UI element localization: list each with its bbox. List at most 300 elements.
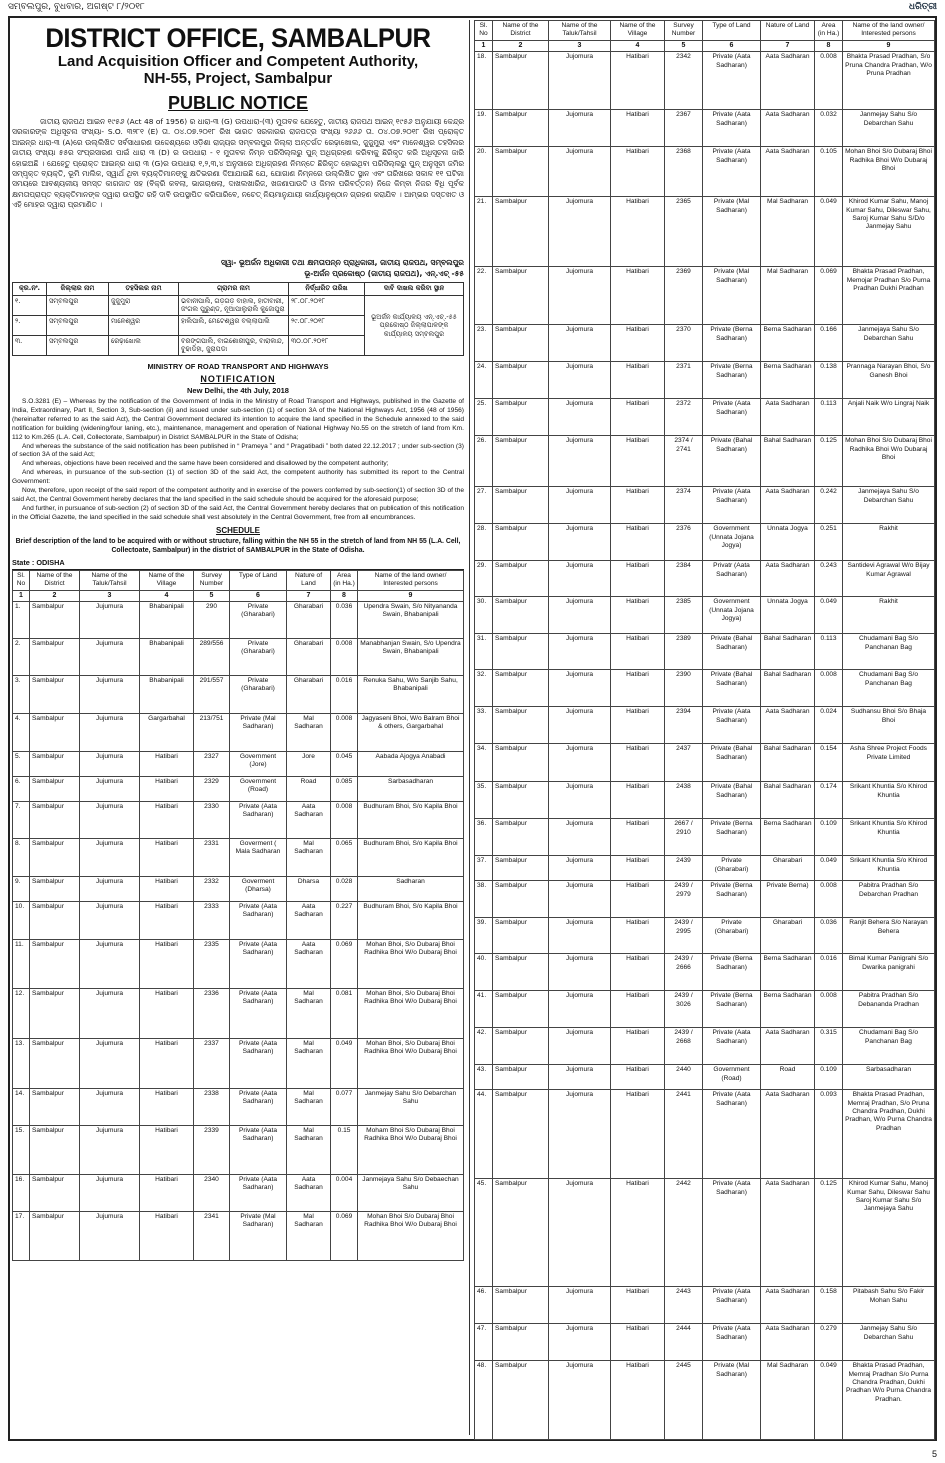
table-cell: Private (Berna Sadharan) [703,362,761,399]
table-cell: 289/556 [194,638,230,675]
notification-paragraph: And whereas the substance of the said notification has been published in “ Prameya ” and “ Pragatibadi ” both dated 22.12.2017 ; under sub-section (3) of section 3A of the said Act; [12,442,464,459]
table-cell: Anjali Naik W/o Lingraj Naik [843,399,935,436]
table-cell: Berna Sadharan [761,991,815,1028]
table-cell: Jujomura [549,991,611,1028]
column-number-cell: 2 [493,40,549,51]
table-cell: Bhabanipali [140,601,194,638]
table-header-cell: Name of the Taluk/Tahsil [549,21,611,41]
table-cell: Jujomura [549,436,611,487]
table-cell: 0.109 [815,819,843,856]
table-cell: Hatibari [140,1038,194,1088]
table-row [475,918,935,954]
odia-notice-text: ଜାତୀୟ ରାଜପଥ ଆଇନ ୧୯୫୬ (Act 48 of 1956) ର ଧାରା-୩ (G) ଉପଧାରା-(୩) ମୁତାବକ ଯେହେତୁ, ଜାତୀୟ ରାଜପଥ ଆଇନ୍ ୧୯୫୬ ଅନୁଯାୟୀ କେନ୍ଦ୍ର ସରକାରଙ୍କ ଅଧିସୂଚନା ସଂଖ୍ୟା- S.O. ୩୨୮୧ (E) ତା. ୦୪.୦୭.୨୦୧୮ ରିଖ ଭାରତ ସରକାରର ରାଜପତ୍ର ସଂଖ୍ୟା ୨୬୬୬ ତା. ୦୪.୦୭.୨୦୧୮ ରିଖ ପ୍ରୋକ୍ତ ଆଇନ୍‌ର ଧାରା-୩ (A)ରେ ଉଲ୍ଲିଖିତ ସର୍ବସାଧାରଣ ଉଦ୍ଦେଶ୍ୟରେ ଓଡ଼ିଶା ରାଜ୍ୟର ସମ୍ବଲପୁର ଜିଲ୍ଲା ଅନ୍ତର୍ଗତ ରେଢ଼ାଖୋଲ, ଜୁଜୁମୁରା ଏବଂ ମାନେଶ୍ୱର ତହସିଲର ଜାତୀୟ ସଂଖ୍ୟା ୫୫ର ସଂପ୍ରସାରଣ ପାଇଁ ଧାରା ୩ (D) ର ଉପଧାରା - ୧ ମୁତାବକ ନିମ୍ନ ପରିସିଲ୍ଲରୁ ପୁନ୍ ଅଧିଗ୍ରହଣ କରିବାକୁ ଛିରିକୃତ କରି ଅଧିସୂଚନା ଜାରି ହୋଇଅଛି । ଯେହେତୁ ପ୍ରୋକ୍ତ ଆଇନ୍‌ର ଧାରା ୩ (G)ର ଉପଧାରା ୧,୨,୩,୪ ଅନୁସାରେ ଅଧିଗ୍ରହଣ ନିମନ୍ତେ ଛିରିକୃତ ହୋଇଥିବା ପରିସିଲ୍ଲରୁ ପୁନ୍ ଅନୁସୂଚୀ ଜମିର ସମ୍ପୃକ୍ତ ବ୍ୟକ୍ତି, ଭୂମି ମାଲିକ, ସ୍ୱାର୍ଥ ଥିବା ବ୍ୟକ୍ତିମାନଙ୍କୁ କ୍ଷତିଭରଣା ଦିଆଯାଇଛି ଯେ, ଯୋଗାଣ ନିମ୍ନରେ ଉଲ୍ଲିଖିତ ସ୍ଥାନ ଏବଂ ତାରିଖରେ ସକାଳ ୧୧ ଘଟିକା ସମୟରେ ଆବଶ୍ୟକୀୟ ସମସ୍ତ କାଗଜାତ ସହ (ବିକ୍ରି କବଲା, ଭାଗଚାଷଲା, ଦାଖଲଖାରିଜ, ଖଜଣାପାଉତି ଓ ଜିମନ ପରିବର୍ତ୍ତନ) ନିଜେ କିମ୍ବା ନିଜର ବିଧି ପୂର୍ବକ କ୍ଷମତାପ୍ରାପ୍ତ ବ୍ୟକ୍ତିମାନଙ୍କ ଦ୍ୱାରା ଉପସ୍ଥିତ ରହି ଦାବି ଉପସ୍ଥାପିତ କରିପାରିବେ, ନଚେତ୍ ନିୟମାନୁଯାୟୀ କାର୍ଯ୍ୟାନୁଷ୍ଠାନ ଗ୍ରହଣ କରାଯିବ । ଆମ୍ଭର ଦସ୍ତଖତ ଓ ଏହି ମୋହର ଦ୍ୱାରା ପ୍ରମାଣିତ । [12,117,464,210]
table-cell: Sambalpur [30,801,80,838]
table-cell: Private (Gharabari) [703,918,761,954]
table-cell: 3. [13,675,30,713]
table-cell: Pabitra Pradhan S/o Debarchan Pradhan [843,881,935,918]
table-cell: Gharabari [287,601,331,638]
table-cell: Private (Bahal Sadharan) [703,634,761,670]
table-cell: 2385 [665,597,703,634]
table-cell: Prannaga Narayan Bhoi, S/o Ganesh Bhoi [843,362,935,399]
table-cell: Mal Sadharan [287,1038,331,1088]
table-cell: Private (Aata Sadharan) [230,1088,287,1125]
table-cell: Mal Sadharan [287,713,331,751]
table-cell: 4. [13,713,30,751]
signature-line-1: ସ୍ୱା- ଭୂଅର୍ଜନ ଅଧିକାରୀ ତଥା କ୍ଷମତାପନ୍ନ ପ୍ରାଧିକାରୀ, ଜାତୀୟ ରାଜପଥ, ସମ୍ବଲପୁର [220,258,464,267]
table-cell: Srikant Khuntia S/o Khirod Khuntia [843,782,935,819]
table-cell: ୧. [13,296,47,316]
table-cell: Sambalpur [493,1287,549,1324]
table-cell: 0.032 [815,110,843,147]
table-cell: 2394 [665,707,703,744]
table-cell: Jujomura [549,1065,611,1090]
table-cell: Sambalpur [493,399,549,436]
table-header-cell: Name of the Village [140,570,194,590]
table-cell: Hatibari [611,1028,665,1065]
table-cell: 34. [475,744,493,782]
table-cell: 0.227 [331,901,358,939]
table-cell: 2374 [665,487,703,524]
table-cell: 0.125 [815,1179,843,1287]
table-cell: Hatibari [140,1125,194,1174]
table-cell: Sambalpur [493,362,549,399]
table-cell: 2339 [194,1125,230,1174]
table-cell: Hatibari [140,801,194,838]
table-cell: Jujomura [549,1361,611,1440]
table-cell: 0.174 [815,782,843,819]
table-header-row [13,570,464,590]
table-cell: 0.028 [331,876,358,901]
table-cell: Private (Berna Sadharan) [703,325,761,362]
table-cell: Sambalpur [30,751,80,776]
table-cell: Sambalpur [30,1211,80,1260]
table-cell: 0.049 [331,1038,358,1088]
table-cell: Sambalpur [493,1324,549,1361]
table-cell: Upendra Swain, S/o Nityananda Swain, Bhabanipali [358,601,464,638]
table-cell: Jujomura [549,362,611,399]
table-row [475,819,935,856]
table-row [475,1361,935,1440]
table-cell: Private (Gharabari) [703,856,761,881]
table-cell: Government (Road) [230,776,287,801]
table-cell: Hatibari [611,670,665,707]
table-cell: Bhakta Prasad Pradhan, Memraj Pradhan S/o Purna Chandra Pradhan, Dukhi Pradhan W/o Purna Chandra Pradhan. [843,1361,935,1440]
table-cell: 27. [475,487,493,524]
table-cell: Sambalpur [493,954,549,991]
table-header-cell: Nature of Land [761,21,815,41]
table-cell: Asha Shree Project Foods Private Limited [843,744,935,782]
table-header-cell: Name of the land owner/ Interested persons [358,570,464,590]
table-cell: Hatibari [140,1211,194,1260]
table-cell: Aata Sadharan [287,801,331,838]
table-cell: 17. [13,1211,30,1260]
table-cell: 0.045 [331,751,358,776]
table-cell: 2333 [194,901,230,939]
table-cell: 0.008 [815,670,843,707]
table-cell: Mal Sadharan [287,988,331,1038]
table-cell: Jujumura [80,776,140,801]
table-cell: 0.008 [815,52,843,110]
table-cell: Bhabanipali [140,638,194,675]
table-cell: 2337 [194,1038,230,1088]
table-cell: Hatibari [611,707,665,744]
table-cell: Jujomura [549,1090,611,1179]
table-cell: 0.315 [815,1028,843,1065]
ministry-heading: MINISTRY OF ROAD TRANSPORT AND HIGHWAYS [147,362,329,371]
table-cell: 5. [13,751,30,776]
table-cell: Jujumura [80,751,140,776]
table-cell: Bhakta Prasad Pradhan, Memraj Pradhan, S/o Pruna Chandra Pradhan, Dukhi Pradhan, W/o Purna Chandra Pradhan [843,1090,935,1179]
table-header-cell: Name of the Taluk/Tahsil [80,570,140,590]
table-cell: 0.008 [815,881,843,918]
table-cell: Sambalpur [493,918,549,954]
table-cell: 33. [475,707,493,744]
newspaper-header [8,2,937,16]
table-cell: 0.077 [331,1088,358,1125]
table-cell: Mal Sadharan [287,1088,331,1125]
table-cell: 0.242 [815,487,843,524]
table-cell: Jujomura [549,147,611,197]
table-cell: Jujomura [549,110,611,147]
table-cell: Private (Aata Sadharan) [230,901,287,939]
table-cell: 2341 [194,1211,230,1260]
table-cell: Mohan Bhoi S/o Dubaraj Bhoi Radhika Bhoi W/o Dubaraj Bhoi [843,436,935,487]
public-notice-heading: PUBLIC NOTICE [167,93,308,113]
table-cell: Gharabari [761,918,815,954]
notice-subtitle-1: Land Acquisition Officer and Competent Authority, [57,53,419,70]
table-cell: 2370 [665,325,703,362]
column-number-cell: 3 [80,590,140,601]
table-cell: 2442 [665,1179,703,1287]
table-cell: Hatibari [611,325,665,362]
table-row [475,707,935,744]
table-cell: Private (Aata Sadharan) [230,1038,287,1088]
table-cell: Private (Mal Sadharan) [703,1361,761,1440]
table-cell: Pitabash Sahu S/o Fakir Mohan Sahu [843,1287,935,1324]
table-cell: Aata Sadharan [761,1090,815,1179]
table-row [13,838,464,876]
table-cell: 32. [475,670,493,707]
table-row [13,988,464,1038]
table-cell: Private (Aata Sadharan) [703,1324,761,1361]
table-cell: 0.279 [815,1324,843,1361]
table-cell: Hatibari [611,1065,665,1090]
column-number-cell: 5 [665,40,703,51]
table-cell: Hatibari [140,1174,194,1211]
table-cell: Jujomura [549,856,611,881]
table-cell: Hatibari [611,267,665,325]
table-cell: Hatibari [611,744,665,782]
table-cell: Private (Aata Sadharan) [230,801,287,838]
table-cell: Jujumura [80,713,140,751]
table-cell: 48. [475,1361,493,1440]
table-row [475,267,935,325]
notice-title: DISTRICT OFFICE, SAMBALPUR [45,23,431,53]
table-cell: 0.166 [815,325,843,362]
table-row [475,856,935,881]
table-cell: Private (Aata Sadharan) [703,1179,761,1287]
column-number-cell: 6 [230,590,287,601]
table-cell: Janmejaya Sahu S/o Debarchan Sahu [843,487,935,524]
column-number-cell: 8 [331,590,358,601]
table-cell: Jujomura [549,399,611,436]
table-cell: Sambalpur [493,744,549,782]
table-cell: 2335 [194,939,230,988]
table-cell: Jujomura [549,707,611,744]
column-number-cell: 4 [611,40,665,51]
table-cell: Bhakta Prasad Pradhan, Memojar Pradhan S/o Purna Pradhan Dukhi Pradhan [843,267,935,325]
table-cell: 19. [475,110,493,147]
table-cell: Hatibari [611,819,665,856]
table-cell: 0.049 [815,856,843,881]
table-cell: Pabitra Pradhan S/o Debananda Pradhan [843,991,935,1028]
table-cell: Jujumura [80,939,140,988]
table-header-cell: Type of Land [230,570,287,590]
table-cell: Sudhansu Bhoi S/o Bhaja Bhoi [843,707,935,744]
table-cell: Private (Berna Sadharan) [703,991,761,1028]
table-cell: Private (Aata Sadharan) [230,1125,287,1174]
table-cell: 12. [13,988,30,1038]
table-cell: ବରଙ୍ଗପାଲି, ବାଇଶୋରୀପୁର, ବାରାକାନ୍ଦ, ବୁଢାଡିହା, ଜୁରାପଡା [179,336,289,356]
table-header-cell: କ୍ର.ନଂ. [13,283,47,296]
table-cell: 0.251 [815,524,843,561]
table-cell: 2372 [665,399,703,436]
table-cell: Private (Aata Sadharan) [703,110,761,147]
table-cell: Sambalpur [493,634,549,670]
table-row [475,362,935,399]
table-cell: 0.065 [331,838,358,876]
table-cell: Sadharan [358,876,464,901]
column-number-cell: 3 [549,40,611,51]
table-header-cell: ଜିଲ୍ଲାର ନାମ [47,283,109,296]
table-cell: Private (Berna Sadharan) [703,954,761,991]
table-cell: 0.008 [331,801,358,838]
table-cell: 0.105 [815,147,843,197]
table-cell: Chudamani Bag S/o Panchanan Bag [843,670,935,707]
table-cell: Jujomura [549,561,611,597]
table-cell: Unnata Jogya [761,524,815,561]
table-cell: Sambalpur [493,782,549,819]
table-cell: Hatibari [611,436,665,487]
table-header-cell: Name of the Village [611,21,665,41]
table-cell: Khirod Kumar Sahu, Manoj Kumar Sahu, Dileswar Sahu Saroj Kumar Sahu S/o Janmejaya Sahu [843,1179,935,1287]
table-row [475,1287,935,1324]
notification-paragraph: And whereas, objections have been received and the same have been considered and disallowed by the competent authority; [22,460,389,468]
table-cell: ୨. [13,316,47,336]
table-cell: Unnata Jogya [761,597,815,634]
table-cell: Sambalpur [493,670,549,707]
state-label: State : ODISHA [12,557,464,570]
table-cell: 29. [475,561,493,597]
table-cell: Private (Aata Sadharan) [703,52,761,110]
table-cell: 23. [475,325,493,362]
table-cell: 13. [13,1038,30,1088]
table-cell: 0.036 [331,601,358,638]
table-cell: 0.109 [815,1065,843,1090]
table-cell: Sambalpur [493,561,549,597]
table-cell: Private Berna) [761,881,815,918]
table-cell: Sambalpur [30,638,80,675]
table-cell: 0.004 [331,1174,358,1211]
signature-line-2: ଭୂ-ଅର୍ଜନ ପ୍ରକୋଷ୍ଠ (ଜାତୀୟ ରାଜପଥ), ଏନ୍.ଏଚ୍ -୫୫ [304,269,464,278]
table-cell: 2330 [194,801,230,838]
table-cell: Aata Sadharan [761,110,815,147]
table-cell: Berna Sadharan [761,325,815,362]
table-cell: Private (Gharabari) [230,601,287,638]
table-cell: Private (Aata Sadharan) [230,988,287,1038]
table-row [475,325,935,362]
table-cell: 43. [475,1065,493,1090]
table-cell: Jujomura [549,744,611,782]
table-cell: Jujomura [549,1028,611,1065]
table-cell: 2439 / 2995 [665,918,703,954]
table-cell: ଭବାନୀପାଲି, ଗଡ଼ଗଡ଼ ବାହାଲ, ହାତୀବାରୀ, ଜଂଗଲ ପୁରୁଣ୍ଡ, ନୂଆପାଲୁରାଲି କୁଜୋପୁରା [179,296,289,316]
table-cell: 2374 / 2741 [665,436,703,487]
table-cell: Private (Aata Sadharan) [703,707,761,744]
table-header-cell: ନିର୍ଦ୍ଧାରିତ ତାରିଖ [289,283,365,296]
table-cell: ୩. [13,336,47,356]
table-row [13,939,464,988]
table-cell: Aata Sadharan [287,1174,331,1211]
table-cell: 25. [475,399,493,436]
table-cell: Private (Berna Sadharan) [703,881,761,918]
table-header-cell: Survey Number [665,21,703,41]
table-cell: 47. [475,1324,493,1361]
claim-place-cell: ଭୂଅର୍ଜନ କାର୍ଯ୍ୟାଳୟ ଏନ୍.ଏଚ୍.-୫୫ ପ୍ରକୋଷ୍ଠ ଜିଲ୍ଲାପାଳଙ୍କ କାର୍ଯ୍ୟାଳୟ ସମ୍ବଲପୁର [365,296,464,356]
table-cell: Private (Aata Sadharan) [703,487,761,524]
table-cell: 0.243 [815,561,843,597]
table-cell: Mal Sadharan [287,1211,331,1260]
table-cell: Sambalpur [30,1088,80,1125]
table-column-numbers [475,40,935,51]
table-cell: 8. [13,838,30,876]
table-cell: 0.008 [815,991,843,1028]
table-cell: Jujomura [549,325,611,362]
table-row [13,1125,464,1174]
table-header-cell: Name of the District [30,570,80,590]
table-cell: Aata Sadharan [761,561,815,597]
table-row [475,954,935,991]
table-cell: 14. [13,1088,30,1125]
table-row [13,601,464,638]
notification-paragraph: And whereas, in pursuance of the sub-section (1) of section 3D of the said Act, the competent authority has submitted its report to the Central Government: [12,469,464,486]
table-row [475,597,935,634]
table-cell: Sarbasadharan [843,1065,935,1090]
notification-body [12,398,464,523]
table-header-cell: Name of the land owner/ Interested persons [843,21,935,41]
table-cell: Private (Aata Sadharan) [703,1287,761,1324]
table-header-cell: Sl. No [475,21,493,41]
table-cell: Sambalpur [30,876,80,901]
table-cell: Aata Sadharan [761,707,815,744]
dateline: ସମ୍ବଲପୁର, ବୁଧବାର, ଅଗଷ୍ଟ ୮/୨୦୧୮ [8,2,145,12]
table-cell: 0.049 [815,1361,843,1440]
table-row [13,751,464,776]
table-cell: 0.069 [331,1211,358,1260]
table-cell: 0.125 [815,436,843,487]
table-cell: Chudamani Bag S/o Panchanan Bag [843,634,935,670]
table-cell: 22. [475,267,493,325]
table-cell: 10. [13,901,30,939]
column-number-cell: 7 [287,590,331,601]
notice-subtitle-2: NH-55, Project, Sambalpur [143,70,333,87]
table-row [13,1174,464,1211]
table-header-cell: ଗ୍ରାମର ନାମ [179,283,289,296]
table-row [475,487,935,524]
table-cell: Berna Sadharan [761,362,815,399]
table-cell: 9. [13,876,30,901]
table-cell: 2. [13,638,30,675]
table-cell: Private (Bahal Sadharan) [703,670,761,707]
table-cell: Aata Sadharan [761,487,815,524]
table-cell: Aata Sadharan [761,1028,815,1065]
table-cell: ସମ୍ବଲପୁର [47,316,109,336]
table-cell: 35. [475,782,493,819]
table-cell: Bhakta Prasad Pradhan, S/o Pruna Chandra Pradhan, W/o Pruna Pradhan [843,52,935,110]
table-cell: 2390 [665,670,703,707]
table-cell: Sambalpur [493,597,549,634]
table-cell: Mal Sadharan [761,267,815,325]
table-cell: ସମ୍ବଲପୁର [47,296,109,316]
table-cell: Hatibari [611,487,665,524]
table-header-cell: Survey Number [194,570,230,590]
table-cell: Hatibari [140,838,194,876]
table-cell: Moham Bhoi S/o Dubaraj Bhoi Radhika Bhoi W/o Dubaraj Bhoi [358,1125,464,1174]
table-cell: ୨୮.୦୮.୨୦୧୮ [289,296,365,316]
table-cell: Jujumura [80,1174,140,1211]
table-cell: Jujumura [80,988,140,1038]
table-cell: 37. [475,856,493,881]
table-cell: Jujumura [80,901,140,939]
table-cell: 40. [475,954,493,991]
notification-paragraph: And further, in pursuance of sub-section (2) of section 3D of the said Act, the Central Government hereby declares that on publication of this notification in the Official Gazette, the land specified in the said schedule shall vest absolutely in the Central Government, free from all encumbrances. [12,504,464,521]
table-row [475,52,935,110]
table-cell: Sambalpur [493,1361,549,1440]
schedule-heading: SCHEDULE [215,525,260,535]
table-cell: 44. [475,1090,493,1179]
land-schedule-table-left [12,570,464,1261]
table-row [475,561,935,597]
table-header-cell: Sl. No [13,570,30,590]
table-row [13,901,464,939]
table-cell: 30. [475,597,493,634]
table-cell: Hatibari [611,197,665,267]
table-cell: 16. [13,1174,30,1211]
table-cell: Jujomura [549,487,611,524]
table-cell: Jujomura [549,1324,611,1361]
table-cell: Sambalpur [30,988,80,1038]
table-cell: Renuka Sahu, W/o Sanjib Sahu, Bhabanipali [358,675,464,713]
table-row [13,1211,464,1260]
table-cell: 2667 / 2910 [665,819,703,856]
table-row [475,991,935,1028]
table-cell: 0.008 [331,713,358,751]
table-cell: Hatibari [140,1088,194,1125]
table-cell: 0.008 [331,638,358,675]
table-row [13,776,464,801]
table-cell: Sambalpur [493,524,549,561]
table-cell: Private (Bahal Sadharan) [703,782,761,819]
table-cell: 2439 / 2979 [665,881,703,918]
table-cell: Government (Road) [703,1065,761,1090]
table-row [475,399,935,436]
column-number-cell: 9 [843,40,935,51]
table-cell: 2439 / 2668 [665,1028,703,1065]
table-cell: Sambalpur [30,939,80,988]
table-cell: 0.113 [815,634,843,670]
table-row [475,881,935,918]
table-header-cell: Nature of Land [287,570,331,590]
